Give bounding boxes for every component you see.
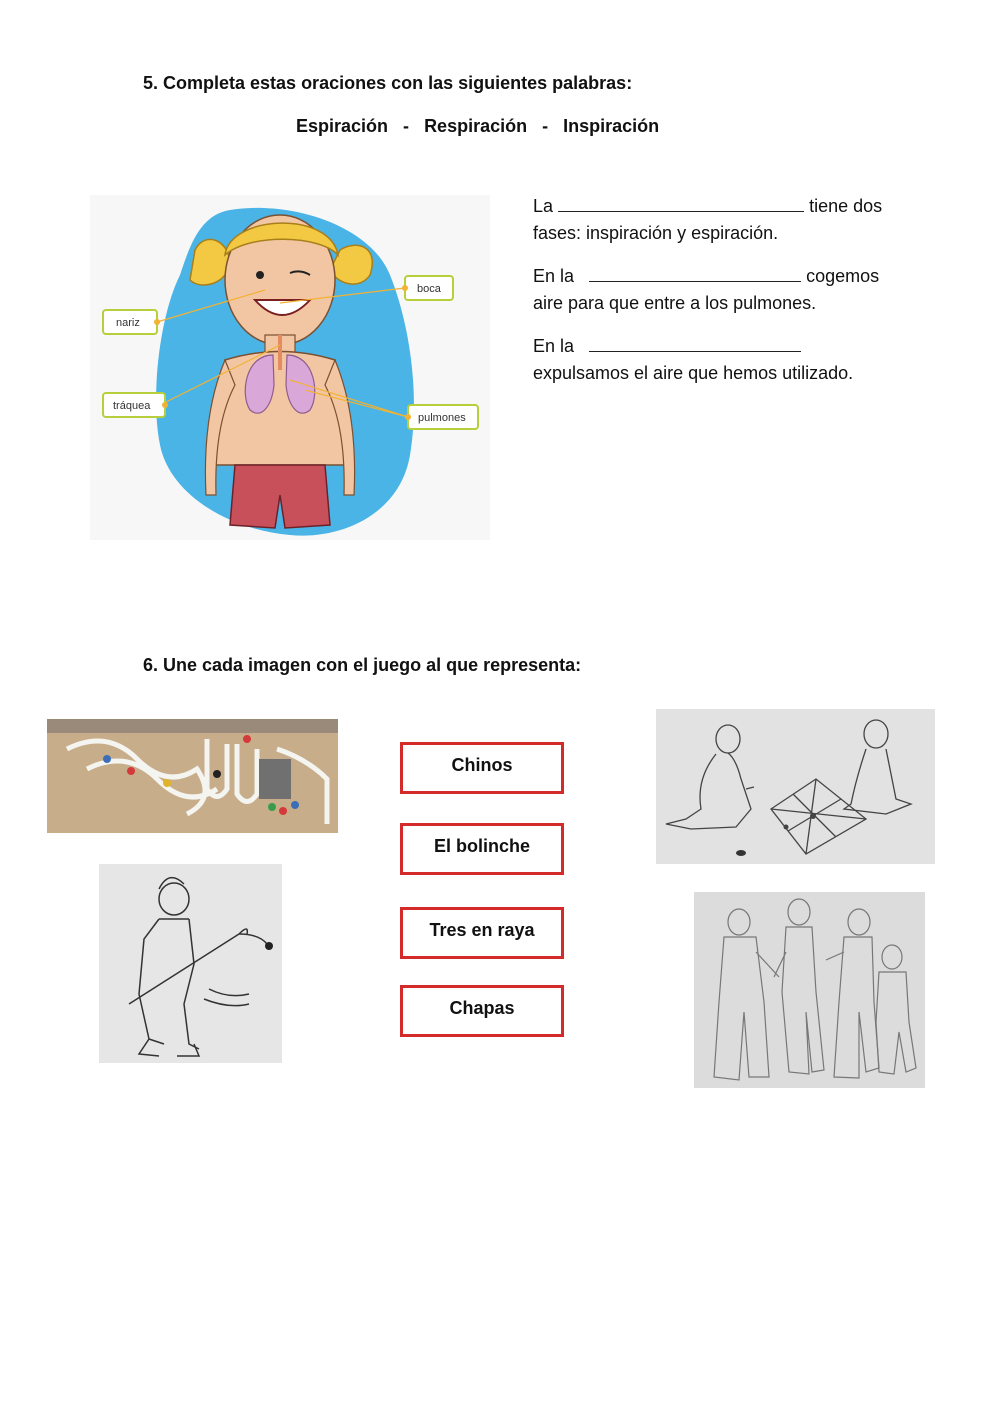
cup-and-ball-drawing[interactable] — [99, 864, 282, 1063]
sentence-1-line2: fases: inspiración y espiración. — [533, 223, 779, 243]
sentence-2-line2: aire para que entre a los pulmones. — [533, 293, 817, 313]
game-box-chinos[interactable]: Chinos — [400, 742, 564, 794]
exercise-5-heading: 5. Completa estas oraciones con las siguientes palabras: — [143, 73, 633, 93]
chinos-players-drawing[interactable] — [694, 892, 925, 1088]
blank-1[interactable] — [558, 195, 804, 212]
word-bank — [296, 116, 659, 137]
word-separator: - — [542, 116, 549, 136]
label-pulmones: pulmones — [418, 412, 466, 424]
word-inspiracion: Inspiración — [563, 116, 660, 136]
game-box-chapas[interactable]: Chapas — [400, 985, 564, 1037]
label-nariz: nariz — [116, 317, 140, 329]
bottlecap-track-photo[interactable] — [47, 719, 338, 833]
sentence-3 — [533, 333, 913, 387]
tic-tac-toe-drawing[interactable] — [656, 709, 935, 864]
game-box-el-bolinche[interactable]: El bolinche — [400, 823, 564, 875]
game-box-tres-en-raya[interactable]: Tres en raya — [400, 907, 564, 959]
blank-3[interactable] — [589, 335, 801, 352]
sentence-3-line2: expulsamos el aire que hemos utilizado. — [533, 363, 854, 383]
word-respiracion: Respiración — [424, 116, 528, 136]
sentence-1-start: La — [533, 196, 554, 216]
sentence-1 — [533, 193, 913, 247]
sentence-2-start: En la — [533, 266, 575, 286]
girl-anatomy-illustration — [90, 195, 490, 540]
word-espiracion: Espiración — [296, 116, 389, 136]
word-separator: - — [403, 116, 410, 136]
exercise-6-heading: 6. Une cada imagen con el juego al que representa: — [143, 655, 582, 675]
sentence-3-start: En la — [533, 336, 575, 356]
label-traquea: tráquea — [113, 400, 151, 412]
label-boca: boca — [417, 283, 441, 295]
sentence-2 — [533, 263, 913, 317]
sentence-1-end: tiene dos — [809, 196, 883, 216]
sentence-2-end: cogemos — [806, 266, 880, 286]
blank-2[interactable] — [589, 265, 801, 282]
